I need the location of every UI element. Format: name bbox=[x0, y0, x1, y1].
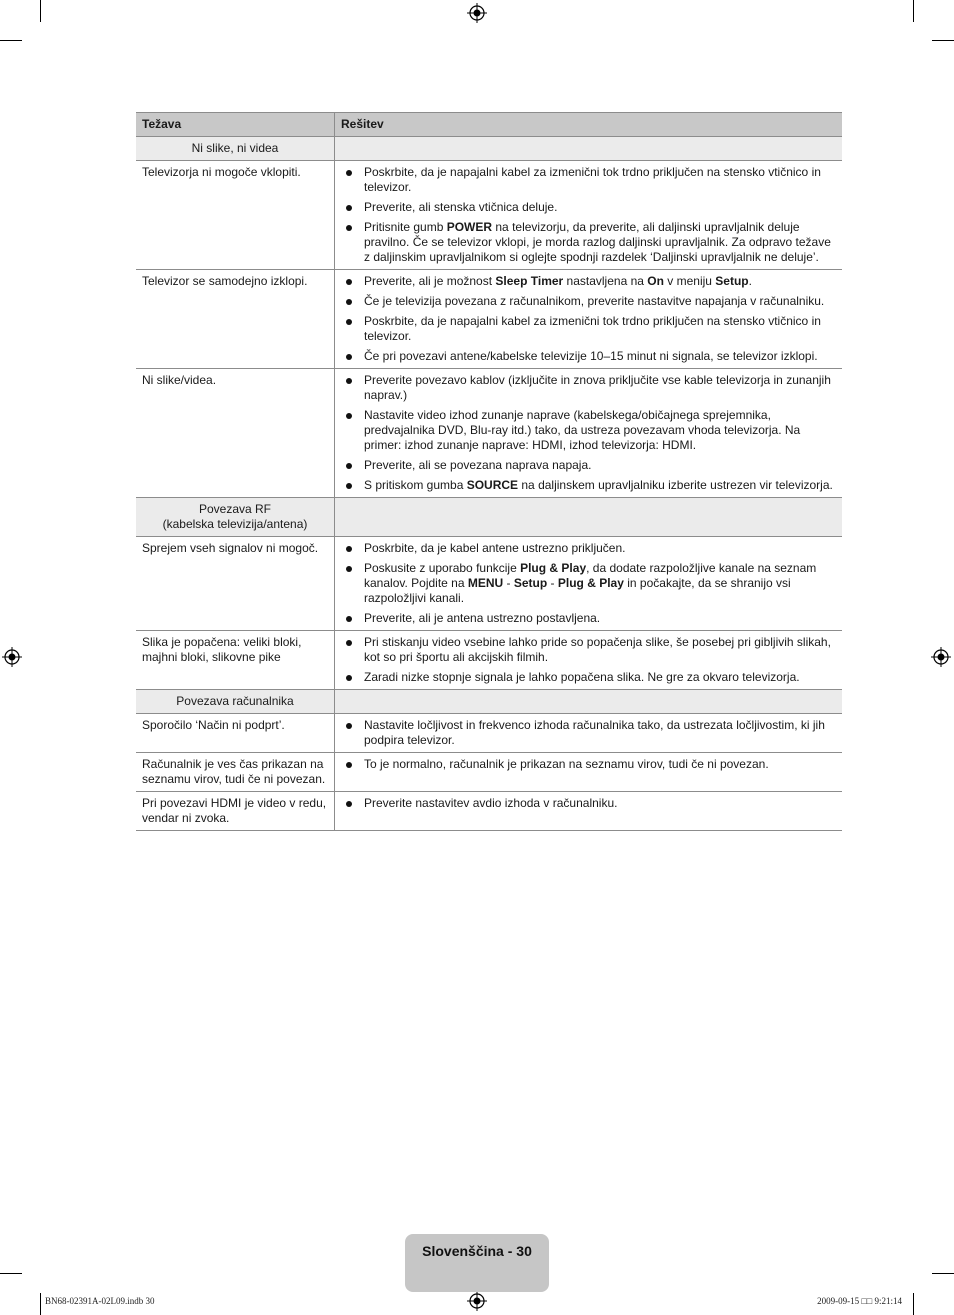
crop-mark bbox=[932, 40, 954, 41]
crop-mark bbox=[0, 40, 22, 41]
solution-list bbox=[341, 541, 836, 626]
solution-list bbox=[341, 274, 836, 364]
problem-cell: Televizorja ni mogoče vklopiti. bbox=[136, 161, 335, 270]
solution-list bbox=[341, 757, 836, 772]
section-row bbox=[136, 137, 842, 161]
table-row bbox=[136, 161, 842, 270]
section-title: Povezava RF (kabelska televizija/antena) bbox=[136, 498, 335, 537]
solution-item: Nastavite video izhod zunanje naprave (kabelskega/običajnega sprejemnika, predvajalnika DVD, Blu-ray itd.) tako, da ustreza povezavam vhoda televizorja. Na primer: izhod zunanje naprave: HDMI, izhod televizorja: HDMI. bbox=[341, 408, 836, 453]
footer-datetime: 2009-09-15 □□ 9:21:14 bbox=[817, 1296, 902, 1306]
table-row bbox=[136, 270, 842, 369]
solution-list bbox=[341, 165, 836, 265]
problem-cell: Televizor se samodejno izklopi. bbox=[136, 270, 335, 369]
solution-cell bbox=[335, 714, 843, 753]
solution-item: Nastavite ločljivost in frekvenco izhoda računalnika tako, da ustrezata ločljivostim, ki jih podpira televizor. bbox=[341, 718, 836, 748]
problem-cell: Pri povezavi HDMI je video v redu, vendar ni zvoka. bbox=[136, 792, 335, 831]
problem-cell: Slika je popačena: veliki bloki, majhni bloki, slikovne pike bbox=[136, 631, 335, 690]
solution-item: S pritiskom gumba SOURCE na daljinskem upravljalniku izberite ustrezen vir televizorja. bbox=[341, 478, 836, 493]
problem-cell: Ni slike/videa. bbox=[136, 369, 335, 498]
crop-mark bbox=[0, 1273, 22, 1274]
page-number-tab bbox=[405, 1234, 549, 1292]
solution-item: Poskrbite, da je napajalni kabel za izmenični tok trdno priključen na stensko vtičnico in televizor. bbox=[341, 314, 836, 344]
solution-list bbox=[341, 373, 836, 493]
section-row bbox=[136, 498, 842, 537]
solution-item: Preverite, ali je antena ustrezno postavljena. bbox=[341, 611, 836, 626]
crop-mark bbox=[913, 0, 914, 22]
solution-cell bbox=[335, 792, 843, 831]
crop-mark bbox=[40, 0, 41, 22]
header-solution: Rešitev bbox=[335, 113, 843, 137]
table-header-row bbox=[136, 113, 842, 137]
solution-cell bbox=[335, 753, 843, 792]
section-title: Povezava računalnika bbox=[136, 690, 335, 714]
solution-item: Preverite, ali stenska vtičnica deluje. bbox=[341, 200, 836, 215]
solution-item: Poskrbite, da je kabel antene ustrezno priključen. bbox=[341, 541, 836, 556]
solution-list bbox=[341, 718, 836, 748]
registration-mark-icon bbox=[931, 647, 951, 667]
page-label: Slovenščina - 30 bbox=[422, 1243, 532, 1259]
troubleshooting-table bbox=[136, 112, 842, 831]
solution-item: Poskrbite, da je napajalni kabel za izmenični tok trdno priključen na stensko vtičnico in televizor. bbox=[341, 165, 836, 195]
table-row bbox=[136, 631, 842, 690]
problem-cell: Sporočilo ‘Način ni podprt’. bbox=[136, 714, 335, 753]
table-row bbox=[136, 792, 842, 831]
solution-cell bbox=[335, 369, 843, 498]
solution-item: Pri stiskanju video vsebine lahko pride so popačenja slike, še posebej pri gibljivih slikah, kot so pri športu ali akcijskih filmih. bbox=[341, 635, 836, 665]
solution-cell bbox=[335, 631, 843, 690]
registration-mark-icon bbox=[2, 647, 22, 667]
solution-cell bbox=[335, 270, 843, 369]
table-row bbox=[136, 537, 842, 631]
table-row bbox=[136, 753, 842, 792]
section-title: Ni slike, ni videa bbox=[136, 137, 335, 161]
solution-list bbox=[341, 635, 836, 685]
solution-item: Preverite povezavo kablov (izključite in znova priključite vse kable televizorja in zunanjih naprav.) bbox=[341, 373, 836, 403]
solution-item: Pritisnite gumb POWER na televizorju, da preverite, ali daljinski upravljalnik deluje pravilno. Če se televizor vklopi, je morda razlog daljinski upravljalnik. Za odpravo težave z daljinskim upravljalnikom si oglejte spodnji razdelek ‘Daljinski upravljalnik ne deluje’. bbox=[341, 220, 836, 265]
solution-item: Preverite, ali se povezana naprava napaja. bbox=[341, 458, 836, 473]
table-row bbox=[136, 714, 842, 753]
table-body bbox=[136, 137, 842, 831]
header-problem: Težava bbox=[136, 113, 335, 137]
solution-cell bbox=[335, 498, 843, 537]
solution-item: Če pri povezavi antene/kabelske televizije 10–15 minut ni signala, se televizor izklopi. bbox=[341, 349, 836, 364]
solution-item: To je normalno, računalnik je prikazan na seznamu virov, tudi če ni povezan. bbox=[341, 757, 836, 772]
solution-cell bbox=[335, 690, 843, 714]
table-row bbox=[136, 369, 842, 498]
solution-item: Preverite nastavitev avdio izhoda v računalniku. bbox=[341, 796, 836, 811]
solution-cell bbox=[335, 537, 843, 631]
registration-mark-icon bbox=[467, 3, 487, 23]
footer-file: BN68-02391A-02L09.indb 30 bbox=[45, 1296, 155, 1306]
section-row bbox=[136, 690, 842, 714]
solution-item: Če je televizija povezana z računalnikom, preverite nastavitve napajanja v računalniku. bbox=[341, 294, 836, 309]
crop-mark bbox=[40, 1293, 41, 1315]
solution-list bbox=[341, 796, 836, 811]
solution-cell bbox=[335, 137, 843, 161]
registration-mark-icon bbox=[467, 1291, 487, 1311]
solution-cell bbox=[335, 161, 843, 270]
solution-item: Zaradi nizke stopnje signala je lahko popačena slika. Ne gre za okvaro televizorja. bbox=[341, 670, 836, 685]
problem-cell: Računalnik je ves čas prikazan na seznamu virov, tudi če ni povezan. bbox=[136, 753, 335, 792]
crop-mark bbox=[913, 1293, 914, 1315]
problem-cell: Sprejem vseh signalov ni mogoč. bbox=[136, 537, 335, 631]
crop-mark bbox=[932, 1273, 954, 1274]
solution-item: Preverite, ali je možnost Sleep Timer nastavljena na On v meniju Setup. bbox=[341, 274, 836, 289]
solution-item: Poskusite z uporabo funkcije Plug & Play, da dodate razpoložljive kanale na seznam kanalov. Pojdite na MENU - Setup - Plug & Play in počakajte, da se shranijo vsi razpoložljivi kanali. bbox=[341, 561, 836, 606]
